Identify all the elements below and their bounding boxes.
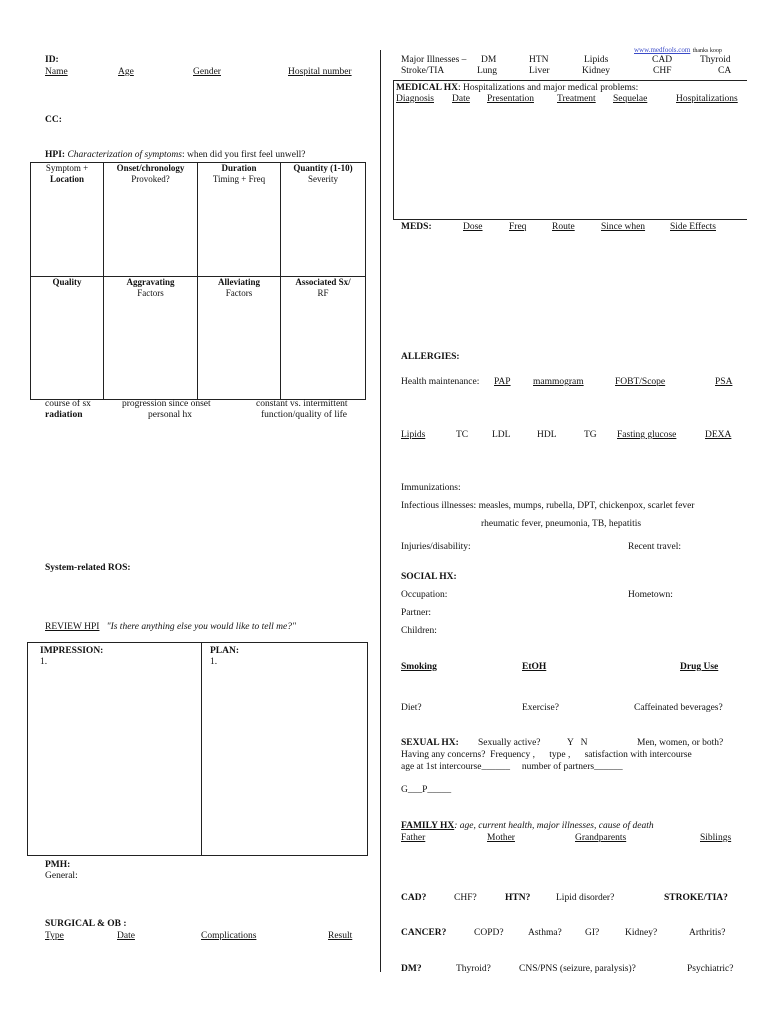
hpi-cell-duration[interactable] — [198, 163, 281, 277]
cc-label: CC: — [45, 115, 62, 125]
meds-col-freq: Freq — [509, 222, 527, 232]
fam-chf: CHF? — [454, 893, 477, 903]
progression: progression since onset — [122, 399, 211, 409]
family-hx-label: FAMILY HX — [401, 821, 455, 831]
injuries-label: Injuries/disability: — [401, 542, 471, 552]
source-link[interactable]: www.medfools.com — [634, 46, 691, 54]
health-pap: PAP — [494, 377, 511, 387]
id-label: ID: — [45, 55, 59, 65]
hpi-head-line: Onset/chronology — [116, 163, 185, 173]
function-quality: function/quality of life — [261, 410, 348, 420]
impression-label: IMPRESSION: — [40, 646, 104, 656]
major-lipids: Lipids — [584, 55, 609, 65]
hpi-cell-alleviating[interactable] — [198, 277, 281, 399]
social-hx-label: SOCIAL HX: — [401, 572, 457, 582]
meds-col-route: Route — [552, 222, 575, 232]
lab-ldl: LDL — [492, 430, 511, 440]
review-hpi — [45, 622, 296, 633]
major-chf: CHF — [653, 66, 672, 76]
major-dm: DM — [481, 55, 497, 65]
review-label: REVIEW HPI — [45, 622, 100, 632]
exercise-label: Exercise? — [522, 703, 559, 713]
gravida-para: G___P_____ — [401, 785, 452, 795]
id-field-name: Name — [45, 67, 68, 77]
medical-hx-rest: : Hospitalizations and major medical problems: — [458, 83, 639, 93]
hpi-head-line: Symptom + — [45, 163, 89, 173]
pmh-label: PMH: — [45, 860, 71, 870]
family-col-father: Father — [401, 833, 426, 843]
hpi-heading — [45, 150, 305, 161]
surgical-col-date: Date — [117, 931, 135, 941]
family-hx-heading — [401, 821, 654, 832]
impression-plan-divider — [201, 643, 202, 855]
medical-col-hospitalizations: Hospitalizations — [676, 94, 738, 104]
hpi-cell-associated[interactable] — [281, 277, 365, 399]
course-sx: course of sx — [45, 399, 91, 409]
habit-smoking: Smoking — [401, 662, 437, 672]
meds-col-since: Since when — [601, 222, 646, 232]
id-field-age: Age — [118, 67, 134, 77]
fam-htn: HTN? — [505, 893, 531, 903]
hpi-head-line: Duration — [221, 163, 257, 173]
surgical-col-complications: Complications — [201, 931, 257, 941]
plan-label: PLAN: — [210, 646, 240, 656]
hpi-head-line: RF — [317, 287, 329, 298]
hpi-head-line: Aggravating — [126, 277, 175, 287]
hpi-cell-quantity[interactable] — [281, 163, 365, 277]
lab-tg: TG — [584, 430, 597, 440]
family-hx-rest: : age, current health, major illnesses, cause of death — [454, 821, 654, 831]
hpi-cell-quality[interactable] — [31, 277, 104, 399]
sexually-active: Sexually active? — [478, 738, 541, 748]
caffeine-label: Caffeinated beverages? — [634, 703, 723, 713]
hpi-head-line: Severity — [308, 173, 338, 184]
infectious-illnesses-cont: rheumatic fever, pneumonia, TB, hepatitis — [481, 519, 642, 529]
fam-psychiatric: Psychiatric? — [687, 964, 734, 974]
surgical-col-result: Result — [328, 931, 353, 941]
id-field-hospital-number: Hospital number — [288, 67, 352, 77]
lab-lipids: Lipids — [401, 430, 426, 440]
fam-thyroid: Thyroid? — [456, 964, 491, 974]
sexual-hx-label: SEXUAL HX: — [401, 738, 459, 748]
partner-label: Partner: — [401, 608, 432, 618]
hpi-head-line: Quantity (1-10) — [293, 163, 353, 173]
id-field-gender: Gender — [193, 67, 221, 77]
major-label: Major Illnesses – — [401, 55, 467, 65]
medical-col-date: Date — [452, 94, 470, 104]
major-htn: HTN — [529, 55, 549, 65]
hpi-head-line: Alleviating — [218, 277, 260, 287]
medical-hx-box[interactable] — [393, 80, 747, 220]
fam-cad: CAD? — [401, 893, 427, 903]
occupation-label: Occupation: — [401, 590, 448, 600]
hpi-cell-aggravating[interactable] — [104, 277, 198, 399]
immunizations-label: Immunizations: — [401, 483, 461, 493]
plan-item[interactable]: 1. — [210, 657, 218, 667]
diet-label: Diet? — [401, 703, 422, 713]
medical-hx-label: MEDICAL HX — [396, 83, 459, 93]
major-cad: CAD — [652, 55, 673, 65]
radiation: radiation — [45, 410, 83, 420]
lab-tc: TC — [456, 430, 469, 440]
hpi-head-line: Location — [49, 173, 84, 184]
ros-label: System-related ROS: — [45, 563, 131, 573]
fam-gi: GI? — [585, 928, 600, 938]
age-first-intercourse: age at 1st intercourse______ number of partners______ — [401, 762, 623, 772]
hpi-head-line: Associated Sx/ — [295, 277, 351, 287]
surgical-label: SURGICAL & OB : — [45, 919, 127, 929]
meds-label: MEDS: — [401, 222, 432, 232]
major-ca: CA — [718, 66, 732, 76]
travel-label: Recent travel: — [628, 542, 682, 552]
hpi-rest: : when did you first feel unwell? — [181, 150, 306, 160]
meds-col-dose: Dose — [463, 222, 483, 232]
infectious-illnesses: Infectious illnesses: measles, mumps, rubella, DPT, chickenpox, scarlet fever — [401, 501, 695, 511]
health-fobt: FOBT/Scope — [615, 377, 666, 387]
lab-dexa: DEXA — [705, 430, 732, 440]
hpi-head-line: Provoked? — [131, 173, 170, 184]
family-col-siblings: Siblings — [700, 833, 732, 843]
major-kidney: Kidney — [582, 66, 610, 76]
hpi-grid — [30, 162, 366, 400]
fam-dm: DM? — [401, 964, 422, 974]
habit-etoh: EtOH — [522, 662, 547, 672]
hometown-label: Hometown: — [628, 590, 673, 600]
major-thyroid: Thyroid — [700, 55, 731, 65]
hpi-cell-onset[interactable] — [104, 163, 198, 277]
fam-arthritis: Arthritis? — [689, 928, 726, 938]
hpi-head-line: Quality — [52, 277, 82, 287]
hpi-italic: Characterization of symptoms — [67, 150, 182, 160]
yes-no: Y N — [567, 738, 588, 748]
medical-hx-heading — [396, 83, 638, 94]
fam-copd: COPD? — [474, 928, 504, 938]
major-lung: Lung — [477, 66, 498, 76]
major-stroke: Stroke/TIA — [401, 66, 445, 76]
allergies-label: ALLERGIES: — [401, 352, 460, 362]
lab-fasting-glucose: Fasting glucose — [617, 430, 677, 440]
fam-lipid: Lipid disorder? — [556, 893, 615, 903]
fam-kidney: Kidney? — [625, 928, 658, 938]
fam-stroke: STROKE/TIA? — [664, 893, 728, 903]
major-liver: Liver — [529, 66, 550, 76]
constant-intermittent: constant vs. intermittent — [256, 399, 348, 409]
health-psa: PSA — [715, 377, 733, 387]
personal-hx: personal hx — [148, 410, 193, 420]
sexual-concerns: Having any concerns? Frequency , type , satisfaction with intercourse — [401, 750, 692, 760]
meds-col-side-effects: Side Effects — [670, 222, 716, 232]
habit-drug-use: Drug Use — [680, 662, 719, 672]
review-quote: "Is there anything else you would like to tell me?" — [106, 622, 296, 632]
surgical-col-type: Type — [45, 931, 64, 941]
health-label: Health maintenance: — [401, 377, 480, 387]
medical-col-diagnosis: Diagnosis — [396, 94, 434, 104]
hpi-head-line: Factors — [225, 287, 253, 298]
men-women-both: Men, women, or both? — [637, 738, 724, 748]
fam-cancer: CANCER? — [401, 928, 447, 938]
fam-asthma: Asthma? — [528, 928, 562, 938]
fam-cns: CNS/PNS (seizure, paralysis)? — [519, 964, 636, 974]
children-label: Children: — [401, 626, 437, 636]
family-col-mother: Mother — [487, 833, 515, 843]
hpi-label: HPI: — [45, 150, 66, 160]
hpi-head-line: Factors — [137, 287, 164, 298]
medical-col-presentation: Presentation — [487, 94, 534, 104]
impression-plan-box — [27, 642, 368, 856]
hpi-cell-symptom[interactable] — [31, 163, 104, 277]
medical-col-sequelae: Sequelae — [613, 94, 648, 104]
medical-col-treatment: Treatment — [557, 94, 596, 104]
impression-item[interactable]: 1. — [40, 657, 48, 667]
hpi-head-line: Timing + Freq — [212, 173, 266, 184]
health-mammogram: mammogram — [533, 377, 584, 387]
family-col-grandparents: Grandparents — [575, 833, 627, 843]
lab-hdl: HDL — [537, 430, 557, 440]
pmh-general: General: — [45, 871, 78, 881]
column-divider — [380, 50, 381, 972]
source-suffix: thanks koop — [692, 48, 722, 54]
